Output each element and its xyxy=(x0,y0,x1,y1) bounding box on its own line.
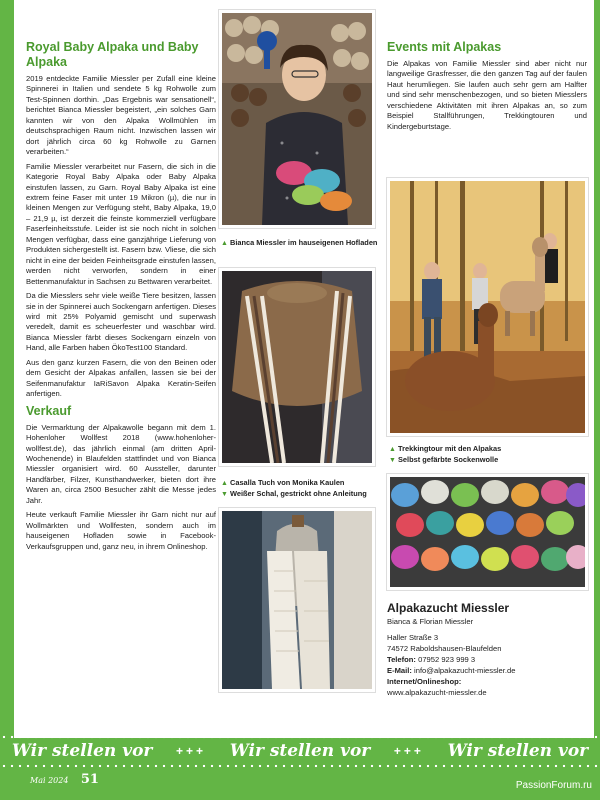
photo-trekking xyxy=(387,178,588,436)
paragraph: Da die Miesslers sehr viele weiße Tiere besitzen, lassen sie in der Spinnerei auch Sockengarn anfertigen. Dieses wird mit 25% Polyamid gemischt und superwash veredelt, damit es scheuerfester und waschbar wird. Bianca Miessler färbt dieses Sockengarn einzeln von Hand, alle Farben haben ÖkoTest100 Standard. xyxy=(26,291,216,353)
triangle-down-icon: ▼ xyxy=(389,457,396,464)
paragraph: 2019 entdeckte Familie Miessler per Zufall eine kleine Spinnerei in Italien und sendete 5 kg Rohwolle zum Test-Spinnen dorthin. „Das Ergebnis war sensationell“, berichtet Bianca Miessler begeistert, „ein solches Garn kannten wir von den Alpaka Wollmühlen im deutschsprachigen Raum nicht. Inzwischen lassen wir dort jährlich circa 60 kg Rohwolle zu Garnen verarbeiten.“ xyxy=(26,74,216,157)
triangle-down-icon: ▼ xyxy=(221,491,228,498)
email-link[interactable]: info@alpakazucht-miessler.de xyxy=(414,666,516,675)
photo-bianca-hofladen xyxy=(219,10,375,228)
paragraph: Familie Miessler verarbeitet nur Fasern, die sich in die Kategorie Royal Baby Alpaka oder Baby Alpaka einstufen lassen, zu Garn. Royal Baby Alpaka ist eine extrem feine Faser mit unter 19 Mikron (µ), die nur in kleinen Mengen zur Verfügung steht, Baby Alpaka, 19,0 – 21,9 µ, ist derzeit die feinste kommerziell verfügbare Faserfeinheitsstufe. Leider ist sie noch nicht in solchen Mengen verfügbar, dass eine ganzjährige Lieferung von Produkten sichergestellt ist. Fasern bzw. Vliese, die sich nicht in eine der beiden Feinheitsgrade einstufen lassen, werden nicht verworfen, sondern in einer Bettenmanufaktur in Sachsen zu Bettwaren verarbeitet. xyxy=(26,161,216,286)
triangle-up-icon: ▲ xyxy=(221,480,228,487)
street: Haller Straße 3 xyxy=(387,633,439,642)
caption-trekking: ▲ Trekkingtour mit den Alpakas ▼ Selbst gefärbte Sockenwolle xyxy=(389,444,502,464)
contact-block xyxy=(387,600,587,698)
triangle-up-icon: ▲ xyxy=(389,446,396,453)
paragraph: Die Alpakas von Familie Miessler sind aber nicht nur langweilige Grasfresser, die den ganzen Tag auf der faulen Haut herumliegen. Sie laufen auch sehr gern am Halfter und sind sehr menschenbezogen, und so bieten Miesslers verschiedene Aktivitäten mit ihren Alpakas an, so zum Beispiel Stallführungen, Trekkingtouren und Kindergeburtstage. xyxy=(387,59,587,131)
owner-names: Bianca & Florian Miessler xyxy=(387,617,474,626)
paragraph: Heute verkauft Familie Miessler ihr Garn nicht nur auf Wollmärkten und Wollfesten, sondern auch im hauseigenen Hofladen sowie in Facebook-Verkaufsgruppen und, ganz neu, in ihrem Onlineshop. xyxy=(26,510,216,551)
magazine-page xyxy=(14,0,594,738)
banner-wir-stellen-vor xyxy=(0,738,600,764)
right-column xyxy=(387,40,587,136)
city: 74572 Raboldshausen-Blaufelden xyxy=(387,644,502,653)
page-number: 51 xyxy=(80,772,99,787)
photo-casalla-tuch xyxy=(219,268,375,466)
footer xyxy=(30,770,99,788)
left-column xyxy=(26,40,216,556)
banner-separator: +++ xyxy=(393,744,424,758)
triangle-up-icon: ▲ xyxy=(221,240,228,247)
web-label: Internet/Onlineshop: xyxy=(387,677,462,686)
photo-white-scarf xyxy=(219,508,375,692)
company-name: Alpakazucht Miessler xyxy=(387,601,510,615)
banner-separator: +++ xyxy=(176,744,207,758)
dotted-border-bottom xyxy=(0,764,600,768)
heading-royal-baby-alpaka: Royal Baby Alpaka und Baby Alpaka xyxy=(26,40,199,69)
paragraph: Die Vermarktung der Alpakawolle begann mit dem 1. Hohenloher Wollfest 2018 (www.hohenloher-wollfest.de), das jährlich einmal (am dritten April-Wochenende) in Blaufelden stattfindet und von Bianca Miessler organisiert wird. 60 Aussteller, darunter Handfärber, Filzer, Kunsthandwerker, bieten dort ihre Waren an, circa 2500 Besucher zählt die Messe jedes Jahr. xyxy=(26,422,216,505)
banner-text: Wir stellen vor xyxy=(229,741,371,761)
heading-events: Events mit Alpakas xyxy=(387,40,502,54)
banner-text: Wir stellen vor xyxy=(447,741,589,761)
paragraph: Aus den ganz kurzen Fasern, die von den Beinen oder dem Gesicht der Alpakas anfallen, lassen sie bei der Seifenmanufaktur IaRiSavon Alpaka Keratin-Seifen anfertigen. xyxy=(26,357,216,399)
photo-sockenwolle xyxy=(387,474,588,590)
caption-bianca: ▲ Bianca Miessler im hauseigenen Hofladen xyxy=(221,238,378,247)
watermark: PassionForum.ru xyxy=(515,780,592,791)
phone-line: Telefon: 07952 923 999 3 xyxy=(387,655,476,664)
banner-text: Wir stellen vor xyxy=(11,741,153,761)
heading-verkauf: Verkauf xyxy=(26,403,72,418)
phone-number[interactable]: 07952 923 999 3 xyxy=(418,655,476,664)
issue-month: Mai 2024 xyxy=(30,776,69,785)
caption-scarves: ▲ Casalla Tuch von Monika Kaulen ▼ Weißer Schal, gestrickt ohne Anleitung xyxy=(221,478,367,498)
web-link[interactable]: www.alpakazucht-miessler.de xyxy=(387,688,487,697)
email-line: E-Mail: info@alpakazucht-miessler.de xyxy=(387,666,516,675)
